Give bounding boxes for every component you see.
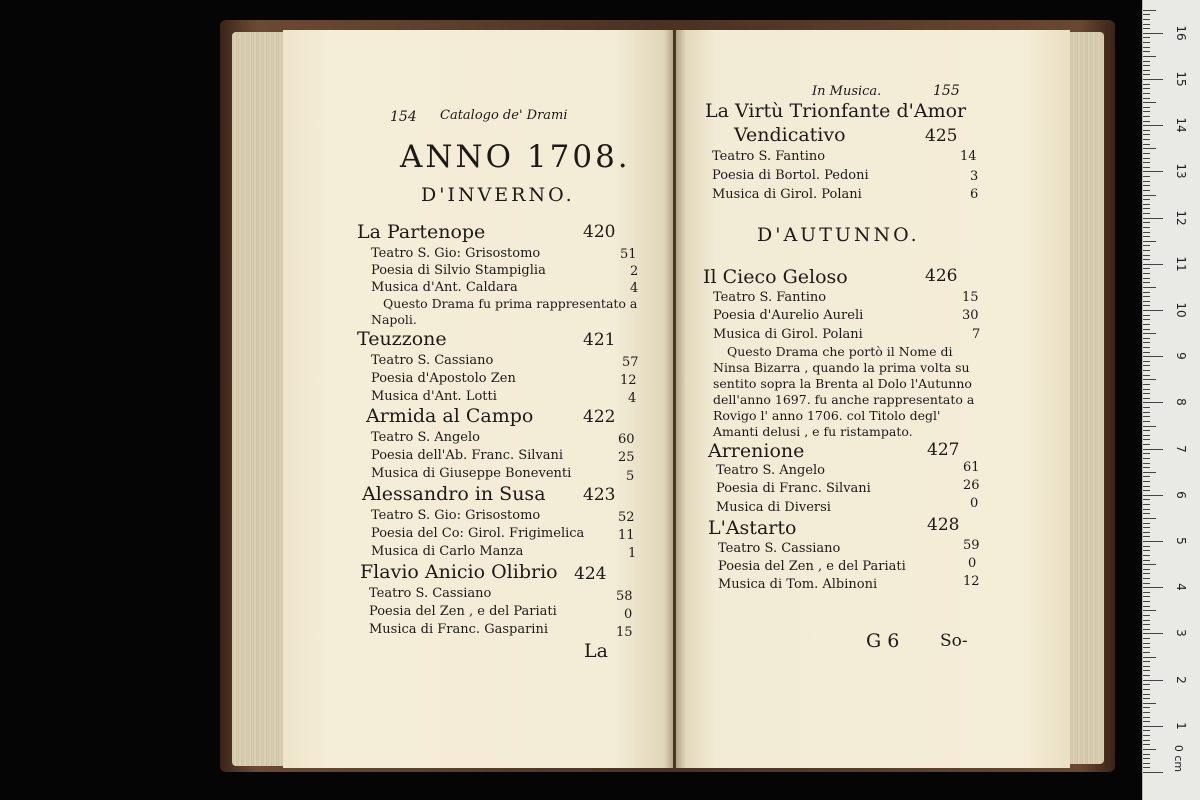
ruler-label: 16 — [1174, 25, 1188, 41]
ruler-tick — [1143, 185, 1150, 186]
entry-title: L'Astarto — [708, 517, 797, 539]
entry-line: Musica di Franc. Gasparini — [369, 622, 548, 637]
entry-note: Questo Drama che portò il Nome di — [727, 344, 953, 359]
ruler-tick — [1143, 555, 1150, 556]
ruler-tick — [1143, 518, 1156, 519]
ruler-tick — [1143, 273, 1150, 274]
ruler-tick — [1143, 125, 1163, 126]
entry-line-value: 6 — [970, 187, 979, 202]
ruler-tick — [1143, 467, 1150, 468]
ruler-label: 15 — [1174, 71, 1188, 87]
ruler-tick — [1143, 509, 1150, 510]
entry-line: Poesia del Zen , e del Pariati — [369, 604, 557, 619]
ruler-tick — [1143, 596, 1150, 597]
ruler-tick — [1143, 121, 1150, 122]
entry-number: 421 — [583, 330, 616, 350]
ruler-tick — [1143, 181, 1150, 182]
ruler-tick — [1143, 195, 1156, 196]
ruler-tick — [1143, 310, 1163, 311]
page-edges-left — [232, 32, 290, 766]
ruler-tick — [1143, 541, 1163, 542]
ruler-tick — [1143, 227, 1150, 228]
ruler-tick — [1143, 430, 1150, 431]
ruler-tick — [1143, 546, 1150, 547]
entry-line: Musica d'Ant. Caldara — [371, 280, 518, 295]
ruler-tick — [1143, 744, 1150, 745]
ruler-tick — [1143, 199, 1150, 200]
ruler-tick — [1143, 389, 1150, 390]
ruler-tick — [1143, 680, 1163, 681]
entry-line-value: 0 — [968, 556, 977, 571]
ruler-tick — [1143, 61, 1150, 62]
left-page-number: 154 — [390, 109, 417, 125]
ruler-tick — [1143, 190, 1150, 191]
ruler-label: 3 — [1174, 629, 1188, 638]
ruler-tick — [1143, 37, 1150, 38]
entry-line-value: 58 — [616, 589, 633, 604]
ruler-tick — [1143, 148, 1156, 149]
ruler-tick — [1143, 652, 1150, 653]
entry-line: Poesia di Franc. Silvani — [716, 481, 871, 496]
ruler-tick — [1143, 472, 1156, 473]
ruler-tick — [1143, 573, 1150, 574]
ruler-tick — [1143, 698, 1150, 699]
ruler-tick — [1143, 703, 1156, 704]
ruler-tick — [1143, 319, 1150, 320]
ruler-label: 5 — [1174, 537, 1188, 545]
ruler-tick — [1143, 352, 1150, 353]
ruler-label: 10 — [1174, 302, 1188, 318]
ruler-tick — [1143, 264, 1163, 265]
entry-line-value: 12 — [620, 373, 637, 388]
ruler-tick — [1143, 88, 1150, 89]
ruler-tick — [1143, 615, 1150, 616]
entry-note: Amanti delusi , e fu ristampato. — [713, 424, 913, 439]
ruler-tick — [1143, 490, 1150, 491]
ruler-tick — [1143, 481, 1150, 482]
ruler-tick — [1143, 162, 1150, 163]
ruler-label: 2 — [1174, 675, 1188, 684]
entry-line-value: 3 — [970, 169, 979, 184]
ruler-tick — [1143, 606, 1150, 607]
ruler-tick — [1143, 218, 1163, 219]
ruler-tick — [1143, 305, 1150, 306]
ruler-tick — [1143, 726, 1163, 727]
ruler-tick — [1143, 42, 1150, 43]
entry-line: Teatro S. Cassiano — [718, 541, 841, 556]
entry-note: dell'anno 1697. fu anche rappresentato a — [713, 392, 975, 407]
ruler-tick — [1143, 754, 1150, 755]
ruler-tick — [1143, 375, 1150, 376]
ruler-tick — [1143, 758, 1150, 759]
entry-title: Flavio Anicio Olibrio — [360, 561, 558, 583]
ruler-tick — [1143, 130, 1150, 131]
ruler-label: 9 — [1174, 352, 1188, 360]
entry-title: La Virtù Trionfante d'Amor — [705, 100, 967, 122]
ruler-tick — [1143, 730, 1150, 731]
ruler-tick — [1143, 735, 1150, 736]
ruler-tick — [1143, 56, 1156, 57]
ruler-label: 11 — [1174, 256, 1188, 272]
ruler-label: 4 — [1174, 583, 1188, 591]
season-heading-winter: D'INVERNO. — [421, 184, 575, 206]
entry-line: Teatro S. Cassiano — [369, 586, 492, 601]
entry-line-value: 57 — [622, 355, 639, 370]
ruler-tick — [1143, 370, 1150, 371]
ruler-tick — [1143, 84, 1150, 85]
ruler-tick — [1143, 365, 1150, 366]
ruler-tick — [1143, 116, 1150, 117]
ruler-tick — [1143, 439, 1150, 440]
entry-note: Rovigo l' anno 1706. col Titolo degl' — [713, 408, 941, 423]
ruler-tick — [1143, 523, 1150, 524]
right-running-head: In Musica. — [812, 84, 882, 99]
entry-line-value: 11 — [618, 528, 635, 543]
ruler-tick — [1143, 643, 1150, 644]
entry-title: Teuzzone — [357, 328, 447, 350]
ruler-tick — [1143, 51, 1150, 52]
ruler-tick — [1143, 624, 1150, 625]
ruler-tick — [1143, 421, 1150, 422]
signature-mark: G 6 — [866, 630, 900, 652]
ruler-tick — [1143, 578, 1150, 579]
ruler-tick — [1143, 486, 1150, 487]
ruler-tick — [1143, 98, 1150, 99]
entry-title-continued: Vendicativo — [734, 124, 846, 146]
ruler-tick — [1143, 402, 1163, 403]
entry-note: Napoli. — [371, 312, 417, 327]
ruler-label: 12 — [1174, 209, 1188, 226]
ruler-label: 7 — [1174, 444, 1188, 453]
entry-line: Poesia d'Aurelio Aureli — [713, 308, 864, 323]
ruler-tick — [1143, 232, 1150, 233]
ruler-tick — [1143, 550, 1150, 551]
entry-line-value: 4 — [630, 281, 639, 296]
ruler-tick — [1143, 222, 1150, 223]
book-gutter — [664, 30, 686, 768]
ruler-tick — [1143, 292, 1150, 293]
entry-line-value: 60 — [618, 432, 635, 447]
ruler-tick — [1143, 592, 1150, 593]
ruler-tick — [1143, 587, 1163, 588]
entry-line: Teatro S. Angelo — [371, 430, 480, 445]
ruler-tick — [1143, 107, 1150, 108]
entry-line-value: 7 — [972, 327, 981, 342]
ruler-tick — [1143, 213, 1150, 214]
ruler-tick — [1143, 670, 1150, 671]
ruler-tick — [1143, 763, 1150, 764]
ruler-tick — [1143, 33, 1163, 34]
entry-number: 428 — [927, 515, 960, 535]
ruler-tick — [1143, 633, 1163, 634]
ruler-tick — [1143, 560, 1150, 561]
entry-line-value: 25 — [618, 450, 635, 465]
ruler-tick — [1143, 407, 1150, 408]
year-heading: ANNO 1708. — [400, 139, 631, 175]
ruler-tick — [1143, 638, 1150, 639]
ruler-tick — [1143, 19, 1150, 20]
ruler-tick — [1143, 268, 1150, 269]
entry-line-value: 14 — [960, 149, 977, 164]
ruler-tick — [1143, 513, 1150, 514]
ruler-label: 14 — [1174, 117, 1188, 133]
entry-line: Teatro S. Fantino — [712, 149, 826, 164]
ruler-label: 13 — [1174, 163, 1188, 180]
ruler-tick — [1143, 47, 1150, 48]
ruler-tick — [1143, 28, 1150, 29]
ruler-tick — [1143, 499, 1150, 500]
entry-line-value: 61 — [963, 460, 980, 475]
entry-line-value: 51 — [620, 247, 637, 262]
ruler-tick — [1143, 527, 1150, 528]
ruler-tick — [1143, 536, 1150, 537]
ruler-tick — [1143, 338, 1150, 339]
ruler-tick — [1143, 171, 1163, 172]
ruler-tick — [1143, 449, 1163, 450]
entry-line-value: 4 — [628, 391, 637, 406]
entry-line-value: 30 — [962, 308, 979, 323]
entry-line: Teatro S. Cassiano — [371, 353, 494, 368]
entry-note: Questo Drama fu prima rappresentato a — [383, 296, 638, 311]
entry-line-value: 15 — [616, 625, 633, 640]
ruler-tick — [1143, 282, 1150, 283]
entry-title: Alessandro in Susa — [362, 483, 546, 505]
entry-number: 420 — [583, 222, 616, 242]
entry-line-value: 0 — [624, 607, 633, 622]
ruler-tick — [1143, 324, 1150, 325]
ruler-tick — [1143, 333, 1156, 334]
entry-title: La Partenope — [357, 221, 486, 243]
ruler-tick — [1143, 463, 1150, 464]
ruler-tick — [1143, 356, 1163, 357]
entry-line: Musica di Girol. Polani — [712, 187, 862, 202]
ruler-tick — [1143, 712, 1150, 713]
ruler-label: 6 — [1174, 490, 1188, 499]
ruler-tick — [1143, 153, 1150, 154]
ruler-tick — [1143, 689, 1150, 690]
ruler-tick — [1143, 767, 1150, 768]
ruler-tick — [1143, 315, 1150, 316]
ruler-tick — [1143, 772, 1163, 773]
ruler-tick — [1143, 93, 1150, 94]
ruler-tick — [1143, 74, 1150, 75]
ruler-tick — [1143, 102, 1156, 103]
entry-note: sentito sopra la Brenta al Dolo l'Autunno — [713, 376, 972, 391]
ruler-tick — [1143, 236, 1150, 237]
entry-line-value: 15 — [962, 290, 979, 305]
ruler-tick — [1143, 287, 1156, 288]
ruler-tick — [1143, 749, 1156, 750]
ruler-tick — [1143, 610, 1156, 611]
ruler-tick — [1143, 24, 1150, 25]
ruler-tick — [1143, 647, 1150, 648]
ruler-tick — [1143, 278, 1150, 279]
ruler-tick — [1143, 208, 1150, 209]
ruler-unit: 0 cm — [1172, 744, 1186, 773]
entry-line: Musica d'Ant. Lotti — [371, 389, 497, 404]
ruler-tick — [1143, 740, 1150, 741]
entry-line: Musica di Tom. Albinoni — [718, 577, 878, 592]
entry-line: Musica di Giuseppe Boneventi — [371, 466, 572, 481]
ruler-tick — [1143, 361, 1150, 362]
entry-number: 427 — [927, 440, 960, 460]
entry-line-value: 2 — [630, 264, 639, 279]
ruler-tick — [1143, 296, 1150, 297]
left-catchword: La — [584, 640, 608, 662]
entry-note: Ninsa Bizarra , quando la prima volta su — [713, 360, 970, 375]
entry-line-value: 0 — [970, 496, 979, 511]
ruler-tick — [1143, 250, 1150, 251]
season-heading-autumn: D'AUTUNNO. — [757, 224, 920, 246]
ruler-tick — [1143, 70, 1150, 71]
ruler-tick — [1143, 684, 1150, 685]
ruler-tick — [1143, 10, 1156, 11]
entry-title: Armida al Campo — [366, 405, 534, 427]
ruler-tick — [1143, 176, 1150, 177]
ruler-tick — [1143, 707, 1150, 708]
ruler-tick — [1143, 167, 1150, 168]
ruler-tick — [1143, 583, 1150, 584]
ruler-tick — [1143, 495, 1163, 496]
entry-line-value: 1 — [628, 546, 637, 561]
ruler-tick — [1143, 412, 1150, 413]
ruler-tick — [1143, 398, 1150, 399]
entry-line: Poesia del Co: Girol. Frigimelica — [371, 526, 585, 541]
ruler-tick — [1143, 65, 1150, 66]
ruler-tick — [1143, 620, 1150, 621]
ruler-tick — [1143, 301, 1150, 302]
right-page-number: 155 — [933, 83, 960, 99]
entry-line-value: 26 — [963, 478, 980, 493]
entry-line: Poesia di Bortol. Pedoni — [712, 168, 869, 183]
entry-line-value: 52 — [618, 510, 635, 525]
entry-line: Poesia di Silvio Stampiglia — [371, 263, 546, 278]
ruler-tick — [1143, 444, 1150, 445]
ruler-tick — [1143, 661, 1150, 662]
ruler-tick — [1143, 657, 1156, 658]
entry-title: Il Cieco Geloso — [703, 266, 848, 288]
ruler-tick — [1143, 476, 1150, 477]
ruler-tick — [1143, 458, 1150, 459]
ruler-tick — [1143, 245, 1150, 246]
entry-line: Poesia dell'Ab. Franc. Silvani — [371, 448, 564, 463]
ruler-tick — [1143, 259, 1150, 260]
ruler-tick — [1143, 384, 1150, 385]
ruler-tick — [1143, 14, 1150, 15]
ruler-tick — [1143, 204, 1150, 205]
entry-line: Poesia del Zen , e del Pariati — [718, 559, 906, 574]
ruler-tick — [1143, 675, 1150, 676]
entry-line: Musica di Carlo Manza — [371, 544, 524, 559]
entry-line-value: 5 — [626, 469, 635, 484]
ruler-label: 1 — [1174, 721, 1188, 730]
ruler-tick — [1143, 347, 1150, 348]
entry-line: Teatro S. Gio: Grisostomo — [371, 508, 541, 523]
ruler-tick — [1143, 564, 1156, 565]
entry-line: Poesia d'Apostolo Zen — [371, 371, 516, 386]
entry-line: Teatro S. Fantino — [713, 290, 827, 305]
ruler-tick — [1143, 601, 1150, 602]
ruler-tick — [1143, 629, 1150, 630]
ruler-tick — [1143, 134, 1150, 135]
ruler-tick — [1143, 393, 1150, 394]
ruler-tick — [1143, 139, 1150, 140]
left-running-head: Catalogo de' Drami — [440, 108, 568, 123]
entry-line: Musica di Girol. Polani — [713, 327, 863, 342]
ruler-tick — [1143, 426, 1156, 427]
entry-line-value: 12 — [963, 574, 980, 589]
entry-number: 423 — [583, 485, 616, 505]
ruler-tick — [1143, 569, 1150, 570]
ruler-tick — [1143, 241, 1156, 242]
entry-line-value: 59 — [963, 538, 980, 553]
ruler-tick — [1143, 111, 1150, 112]
ruler-tick — [1143, 416, 1150, 417]
ruler-tick — [1143, 694, 1150, 695]
ruler-tick — [1143, 666, 1150, 667]
entry-number: 425 — [925, 126, 958, 146]
ruler-tick — [1143, 144, 1150, 145]
entry-number: 424 — [574, 564, 607, 584]
measurement-ruler — [1142, 0, 1200, 800]
entry-line: Teatro S. Gio: Grisostomo — [371, 246, 541, 261]
ruler-label: 8 — [1174, 398, 1188, 407]
ruler-tick — [1143, 532, 1150, 533]
ruler-tick — [1143, 379, 1156, 380]
ruler-tick — [1143, 453, 1150, 454]
right-catchword: So- — [940, 631, 968, 651]
entry-line: Musica di Diversi — [716, 500, 831, 515]
ruler-tick — [1143, 721, 1150, 722]
ruler-tick — [1143, 158, 1150, 159]
entry-number: 426 — [925, 266, 958, 286]
ruler-tick — [1143, 255, 1150, 256]
ruler-tick — [1143, 79, 1163, 80]
ruler-tick — [1143, 717, 1150, 718]
ruler-tick — [1143, 435, 1150, 436]
entry-line: Teatro S. Angelo — [716, 463, 825, 478]
ruler-tick — [1143, 504, 1150, 505]
ruler-tick — [1143, 329, 1150, 330]
entry-title: Arrenione — [708, 440, 805, 462]
entry-number: 422 — [583, 407, 616, 427]
ruler-tick — [1143, 342, 1150, 343]
